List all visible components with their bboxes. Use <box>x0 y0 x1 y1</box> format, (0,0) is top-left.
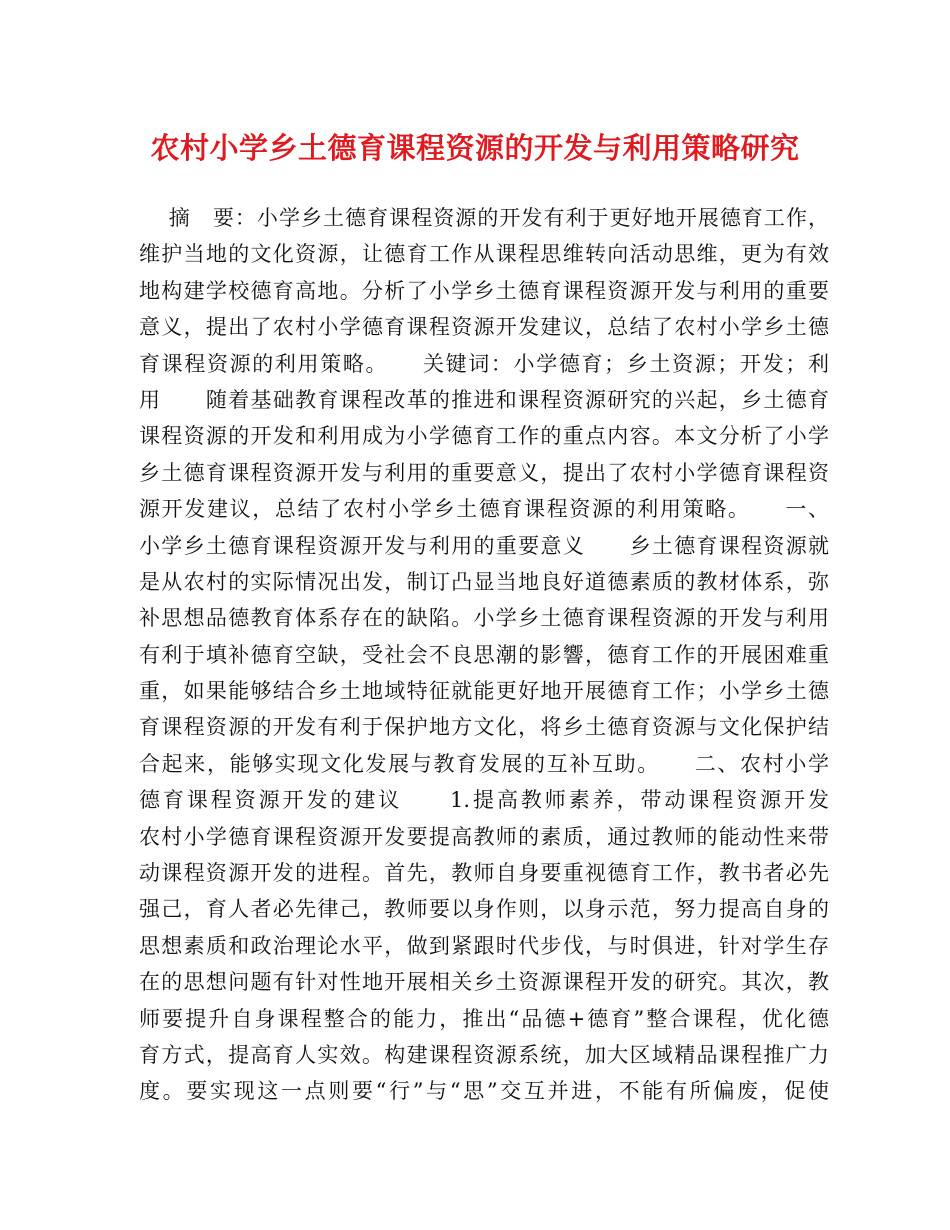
text-line: 师要提升自身课程整合的能力，推出“品德+德育”整合课程，优化德 <box>139 1006 829 1031</box>
text-line: 意义，提出了农村小学德育课程资源开发建议，总结了农村小学乡土德 <box>139 315 829 340</box>
text-line: 强己，育人者必先律己，教师要以身作则，以身示范，努力提高自身的 <box>139 897 829 922</box>
text-line: 合起来，能够实现文化发展与教育发展的互补互助。 二、农村小学 <box>139 751 829 776</box>
text-line: 地构建学校德育高地。分析了小学乡土德育课程资源开发与利用的重要 <box>139 278 829 303</box>
text-line: 重，如果能够结合乡土地域特征就能更好地开展德育工作；小学乡土德 <box>139 679 829 704</box>
text-line: 在的思想问题有针对性地开展相关乡土资源课程开发的研究。其次，教 <box>139 970 829 995</box>
text-line: 有利于填补德育空缺，受社会不良思潮的影響，德育工作的开展困难重 <box>139 642 829 667</box>
text-line: 动课程资源开发的进程。首先，教师自身要重视德育工作，教书者必先 <box>139 861 829 886</box>
text-line: 育课程资源的开发有利于保护地方文化，将乡土德育资源与文化保护结 <box>139 715 829 740</box>
text-line: 乡土德育课程资源开发与利用的重要意义，提出了农村小学德育课程资 <box>139 460 829 485</box>
text-line: 思想素质和政治理论水平，做到紧跟时代步伐，与时俱进，针对学生存 <box>139 933 829 958</box>
text-line: 维护当地的文化资源，让德育工作从课程思维转向活动思维，更为有效 <box>139 242 829 267</box>
text-line: 源开发建议，总结了农村小学乡土德育课程资源的利用策略。 一、 <box>139 497 829 522</box>
text-line: 摘 要：小学乡土德育课程资源的开发有利于更好地开展德育工作， <box>139 206 829 230</box>
text-line: 是从农村的实际情况出发，制订凸显当地良好道德素质的教材体系，弥 <box>139 569 829 594</box>
text-line: 农村小学德育课程资源开发要提高教师的素质，通过教师的能动性来带 <box>139 824 829 849</box>
text-line: 小学乡土德育课程资源开发与利用的重要意义 乡土德育课程资源就 <box>139 533 829 558</box>
text-line: 育方式，提高育人实效。构建课程资源系统，加大区域精品课程推广力 <box>139 1042 829 1067</box>
document-body <box>139 200 829 1110</box>
text-line: 用 随着基础教育课程改革的推进和课程资源研究的兴起，乡土德育 <box>139 387 829 412</box>
document-title: 农村小学乡土德育课程资源的开发与利用策略研究 <box>150 131 800 165</box>
text-line: 育课程资源的利用策略。 关键词：小学德育；乡土资源；开发；利 <box>139 351 829 376</box>
text-line: 度。要实现这一点则要“行”与“思”交互并进，不能有所偏废，促使 <box>139 1079 829 1104</box>
text-line: 德育课程资源开发的建议 1.提高教师素养，带动课程资源开发 <box>139 788 829 813</box>
text-line: 课程资源的开发和利用成为小学德育工作的重点内容。本文分析了小学 <box>139 424 829 449</box>
text-line: 补思想品德教育体系存在的缺陷。小学乡土德育课程资源的开发与利用 <box>139 606 829 631</box>
